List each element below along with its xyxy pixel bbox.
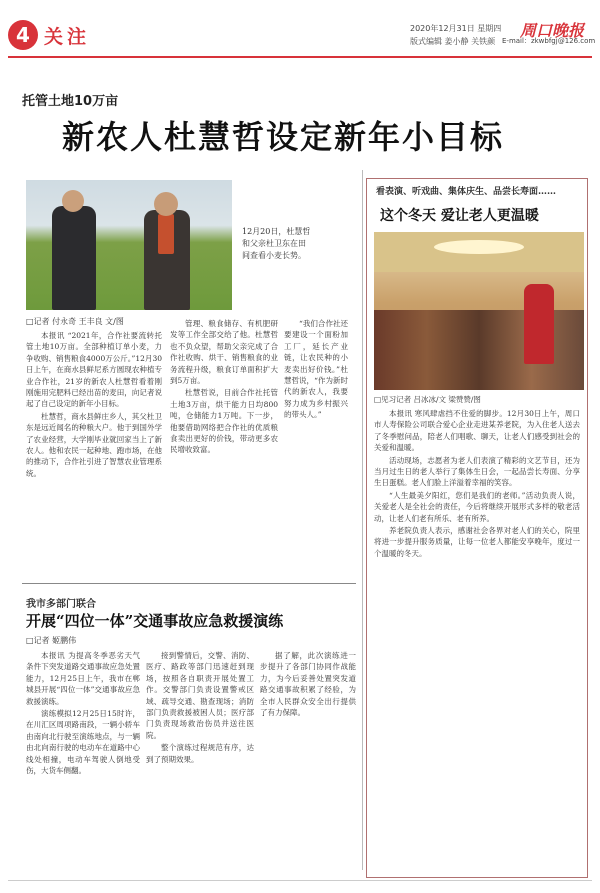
story2-paragraph: 据了解，此次演练进一步提升了各部门协同作战能力，为今后妥善处置突发道路交通事故积累了经验，为全市人民群众安全出行提供了有力保障。 [260,651,356,718]
box-kicker: 看表演、听戏曲、集体庆生、品尝长寿面…… [376,187,557,197]
page-number: 4 [8,20,38,50]
story2-byline: □记者 姬鹏伟 [26,636,77,645]
box-column [374,408,580,870]
lead-headline: 新农人杜慧哲设定新年小目标 [62,118,505,156]
lead-photo-caption: 12月20日，杜慧哲和父亲杜卫东在田间查看小麦长势。 [242,227,311,260]
box-byline: □见习记者 吕冰冰/文 梁赞赞/图 [374,395,481,404]
lead-paragraph: “我们合作社还要建设一个面粉加工厂，延长产业链，让农民种的小麦卖出好价钱。”杜慧哲说，“作为新时代的新农人，我要努力成为乡村振兴的带头人。” [284,319,348,420]
lead-paragraph: 管理、粮食储存、有机肥研发等工作全部交给了他。杜慧哲也不负众望，帮助父亲完成了合作社收购、烘干、销售粮食的业务流程升级，粮食订单面积扩大到5万亩。 [170,319,278,386]
header-rule [8,56,592,58]
column-divider [362,170,363,870]
lead-column-2 [170,318,278,574]
box-paragraph: 本报讯 寒风肆虐挡不住爱的脚步。12月30日上午，周口市人寿保险公司联合爱心企业走进某养老院，为入住老人送去了冬季慰问品，陪老人们唱歌、聊天，让老人们感受到社会的关爱和温暖。 [374,409,580,453]
section-title: 关注 [44,26,91,48]
lead-paragraph: 杜慧哲，商水县鲜庄乡人，其父杜卫东是远近闻名的种粮大户。他于到国外学了农业经营，大学刚毕业就回家当上了新农人。他和农民一起种地、跑市场，在他的推动下，合作社引进了智慧农业管理系统。 [26,411,162,478]
story-divider [22,583,356,584]
box-headline: 这个冬天 爱让老人更温暖 [380,208,539,224]
lead-paragraph: 本报讯 “2021年，合作社要流转托管土地10万亩。全部种植订单小麦，力争收购、销售粮食4000万公斤。”12月30日上午，在商水县鲜尼系方圆现农种植专业合作社，21岁的新农人杜慧哲看着刚刚施用完肥料已经出苗的麦田，向记者说起了自己设定的新年小目标。 [26,331,162,409]
box-paragraph: “人生最美夕阳红，您们是我们的老师。”活动负责人说，关爱老人是全社会的责任，今后将继续开展形式多样的敬老活动，让老人们老有所乐、老有所养。 [374,490,580,523]
person-right-head [154,192,178,216]
box-paragraph: 养老院负责人表示，感谢社会各界对老人们的关心，院里将进一步提升服务质量，让每一位老人都能安享晚年，度过一个温暖的冬天。 [374,526,580,558]
paper-logo: 周口晚报 [520,21,585,40]
story2-paragraph: 接到警情后，交警、消防、医疗、路政等部门迅速赶到现场，按照各自职责开展处置工作。交警部门负责设置警戒区域、疏导交通、勘查现场；消防部门负责救援被困人员；医疗部门负责现场救治伤员并送往医院。 [146,651,254,740]
story2-column-3 [260,650,356,870]
story2-headline: 开展“四位一体”交通事故应急救援演练 [26,612,284,630]
story2-kicker: 我市多部门联合 [26,599,96,610]
performer [524,284,554,364]
story2-paragraph: 本报讯 为提高冬季恶劣天气条件下突发道路交通事故应急处置能力，12月25日上午，我市在郸城县开展“四位一体”交通事故应急救援演练。 [26,651,140,706]
box-photo [374,232,584,390]
person-left [52,206,96,310]
lead-column-3 [284,318,348,574]
story2-paragraph: 整个演练过程规范有序，达到了预期效果。 [146,743,254,764]
lead-photo [26,180,232,310]
footer-rule [8,880,592,881]
ceiling-light [434,240,524,254]
story2-column-2 [146,650,254,870]
story2-column-1 [26,650,140,870]
story2-paragraph: 演练模拟12月25日15时许，在川汇区周项路南段，一辆小轿车由南向北行驶至演练地点，与一辆由北向南行驶的电动车在道路中心线处相撞，电动车驾驶人倒地受伤，大货车侧翻。 [26,709,140,776]
lead-column-1 [26,330,162,574]
paper-email: E-mail：zkwbfgj@126.com [502,37,596,45]
date-line: 2020年12月31日 星期四 [410,24,502,33]
editor-line: 版式编辑 姜小静 关铁颜 [410,37,496,46]
person-right-scarf [158,214,174,254]
person-left-head [62,190,84,212]
lead-paragraph: 杜慧哲说，目前合作社托管土地3万亩，烘干能力日均800吨，仓储能力1万吨。下一步，他要借助网络把合作社的优质粮食卖出更好的价钱，带动更多农民增收致富。 [170,388,278,455]
box-paragraph: 活动现场，志愿者为老人们表演了精彩的文艺节目，还为当月过生日的老人举行了集体生日会，一起品尝长寿面、分享生日蛋糕。老人们脸上洋溢着幸福的笑容。 [374,455,580,488]
lead-kicker: 托管土地10万亩 [22,94,119,109]
lead-byline: □记者 付永奇 王丰良 文/图 [26,317,124,326]
